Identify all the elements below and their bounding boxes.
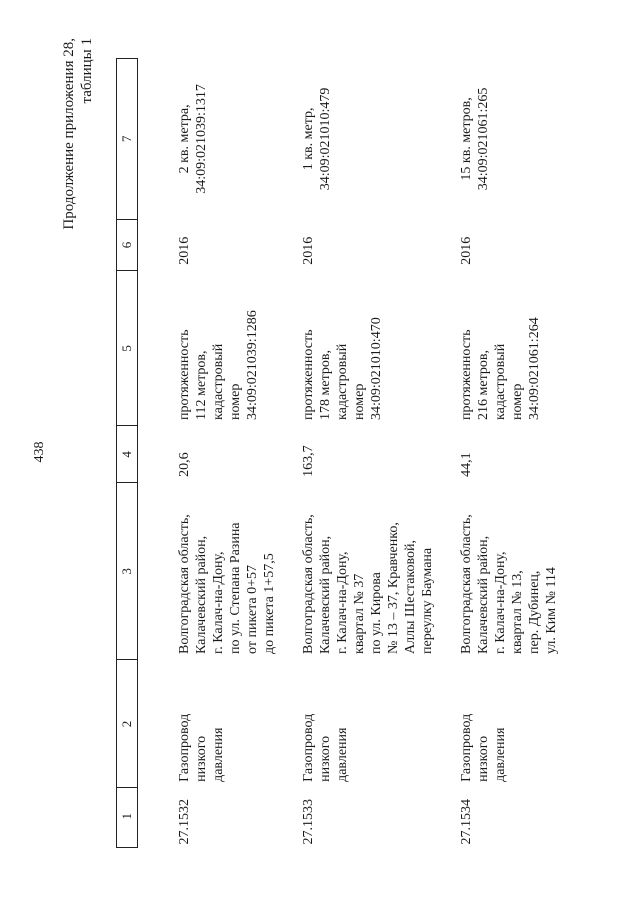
object-description: протяженность 112 метров, кадастровый номер 34:09:021039:1286 [177,310,260,420]
column-header-3: 3 [117,483,138,660]
object-note: 15 кв. метров, 34:09:021061:265 [459,87,491,191]
object-year: 2016 [177,236,192,265]
row-id: 27.1533 [301,799,316,845]
object-year: 2016 [459,236,474,265]
object-name: Газопровод низкого давления [177,713,226,782]
table-row [446,59,570,848]
caption-line-2: таблицы 1 [79,38,95,104]
object-address: Волгоградская область, Калачевский район, г. Калач-на-Дону, квартал № 13, пер. Дубинец, ул. Ким № 114 [459,514,559,654]
column-header-5: 5 [117,271,138,426]
row-id: 27.1534 [459,799,474,845]
table-row [288,59,446,848]
object-name: Газопровод низкого давления [459,713,508,782]
object-value: 20,6 [177,452,192,477]
caption-line-1: Продолжение приложения 28, [61,38,77,230]
column-header-7: 7 [117,59,138,220]
column-header-2: 2 [117,660,138,788]
object-address: Волгоградская область, Калачевский район, г. Калач-на-Дону, по ул. Степана Разина от пикета 0+57 до пикета 1+57,5 [177,514,277,654]
column-header-6: 6 [117,219,138,270]
object-description: протяженность 178 метров, кадастровый номер 34:09:021010:470 [301,317,384,420]
table-caption [60,38,96,230]
object-name: Газопровод низкого давления [301,713,350,782]
object-year: 2016 [301,236,316,265]
object-note: 2 кв. метра, 34:09:021039:1317 [177,84,209,194]
data-table [116,58,570,848]
table-row [138,59,289,848]
column-header-4: 4 [117,426,138,483]
object-note: 1 кв. метр, 34:09:021010:479 [301,87,333,191]
object-description: протяженность 216 метров, кадастровый номер 34:09:021061:264 [459,317,542,420]
row-id: 27.1532 [177,799,192,845]
header-row [117,59,138,848]
page-number: 438 [32,441,47,463]
object-value: 44,1 [459,452,474,477]
object-address: Волгоградская область, Калачевский район, г. Калач-на-Дону, квартал № 37 по ул. Кирова № 13 – 37, Кравченко, Аллы Шестаковой, переулку Баумана [301,514,435,654]
object-value: 163,7 [301,445,316,477]
column-header-1: 1 [117,788,138,848]
